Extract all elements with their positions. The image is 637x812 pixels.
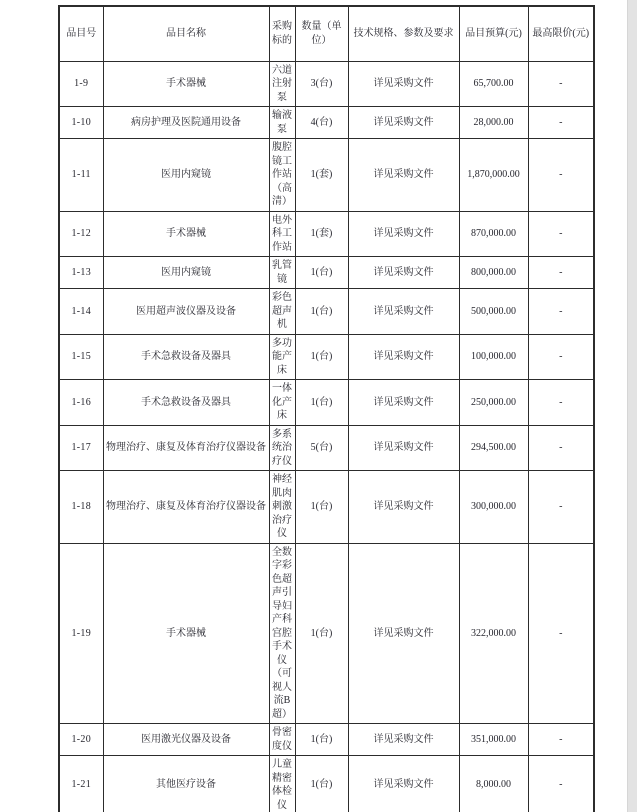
cell-procurement-target: 乳管镜 <box>269 257 295 289</box>
cell-max-price: - <box>528 756 594 812</box>
procurement-items-table <box>58 5 595 812</box>
cell-procurement-target: 多功能产床 <box>269 334 295 380</box>
cell-spec: 详见采购文件 <box>348 724 459 756</box>
cell-quantity: 1(台) <box>295 257 348 289</box>
cell-max-price: - <box>528 211 594 257</box>
cell-item-name: 医用超声波仪器及设备 <box>103 289 269 335</box>
cell-quantity: 1(套) <box>295 139 348 212</box>
cell-procurement-target: 电外科工作站 <box>269 211 295 257</box>
cell-spec: 详见采购文件 <box>348 334 459 380</box>
page-edge-strip <box>627 0 637 812</box>
cell-item-name: 手术器械 <box>103 211 269 257</box>
cell-spec: 详见采购文件 <box>348 425 459 471</box>
cell-budget: 28,000.00 <box>459 107 528 139</box>
cell-budget: 870,000.00 <box>459 211 528 257</box>
table-row <box>59 107 594 139</box>
column-header-item-name: 品目名称 <box>103 6 269 61</box>
cell-item-no: 1-15 <box>59 334 103 380</box>
cell-quantity: 3(台) <box>295 61 348 107</box>
table-row <box>59 543 594 724</box>
cell-item-name: 手术器械 <box>103 543 269 724</box>
cell-item-name: 病房护理及医院通用设备 <box>103 107 269 139</box>
column-header-procurement-target: 采购标的 <box>269 6 295 61</box>
cell-max-price: - <box>528 334 594 380</box>
cell-max-price: - <box>528 289 594 335</box>
table-header <box>59 6 594 61</box>
cell-max-price: - <box>528 257 594 289</box>
cell-budget: 322,000.00 <box>459 543 528 724</box>
column-header-item-no: 品目号 <box>59 6 103 61</box>
cell-max-price: - <box>528 107 594 139</box>
column-header-budget: 品目预算(元) <box>459 6 528 61</box>
cell-budget: 1,870,000.00 <box>459 139 528 212</box>
cell-quantity: 1(台) <box>295 756 348 812</box>
cell-item-name: 手术器械 <box>103 61 269 107</box>
cell-spec: 详见采购文件 <box>348 61 459 107</box>
column-header-spec: 技术规格、参数及要求 <box>348 6 459 61</box>
cell-budget: 8,000.00 <box>459 756 528 812</box>
cell-item-no: 1-21 <box>59 756 103 812</box>
column-header-max-price: 最高限价(元) <box>528 6 594 61</box>
column-header-quantity: 数量（单位） <box>295 6 348 61</box>
cell-budget: 800,000.00 <box>459 257 528 289</box>
cell-procurement-target: 全数字彩色超声引导妇产科宫腔手术仪（可视人流B超） <box>269 543 295 724</box>
cell-spec: 详见采购文件 <box>348 139 459 212</box>
cell-quantity: 1(台) <box>295 471 348 544</box>
cell-procurement-target: 腹腔镜工作站（高清） <box>269 139 295 212</box>
table-row <box>59 61 594 107</box>
cell-procurement-target: 一体化产床 <box>269 380 295 426</box>
cell-item-name: 医用内窥镜 <box>103 139 269 212</box>
cell-max-price: - <box>528 380 594 426</box>
cell-budget: 351,000.00 <box>459 724 528 756</box>
cell-item-no: 1-19 <box>59 543 103 724</box>
cell-spec: 详见采购文件 <box>348 543 459 724</box>
cell-max-price: - <box>528 425 594 471</box>
header-row <box>59 6 594 61</box>
cell-budget: 65,700.00 <box>459 61 528 107</box>
cell-spec: 详见采购文件 <box>348 289 459 335</box>
cell-item-no: 1-18 <box>59 471 103 544</box>
cell-item-name: 医用激光仪器及设备 <box>103 724 269 756</box>
cell-item-no: 1-13 <box>59 257 103 289</box>
cell-procurement-target: 神经肌肉刺激治疗仪 <box>269 471 295 544</box>
cell-item-name: 手术急救设备及器具 <box>103 380 269 426</box>
cell-item-no: 1-12 <box>59 211 103 257</box>
cell-budget: 500,000.00 <box>459 289 528 335</box>
cell-max-price: - <box>528 543 594 724</box>
table-body <box>59 61 594 812</box>
cell-budget: 250,000.00 <box>459 380 528 426</box>
cell-procurement-target: 输液泵 <box>269 107 295 139</box>
cell-item-no: 1-14 <box>59 289 103 335</box>
table-row <box>59 211 594 257</box>
cell-spec: 详见采购文件 <box>348 211 459 257</box>
cell-max-price: - <box>528 471 594 544</box>
cell-quantity: 1(台) <box>295 380 348 426</box>
cell-item-no: 1-20 <box>59 724 103 756</box>
cell-item-no: 1-17 <box>59 425 103 471</box>
cell-spec: 详见采购文件 <box>348 471 459 544</box>
table-row <box>59 471 594 544</box>
table-row <box>59 425 594 471</box>
cell-item-name: 医用内窥镜 <box>103 257 269 289</box>
table-row <box>59 334 594 380</box>
cell-item-no: 1-11 <box>59 139 103 212</box>
table-row <box>59 380 594 426</box>
cell-quantity: 1(台) <box>295 289 348 335</box>
cell-procurement-target: 儿童精密体检仪 <box>269 756 295 812</box>
cell-quantity: 5(台) <box>295 425 348 471</box>
cell-procurement-target: 骨密度仪 <box>269 724 295 756</box>
cell-spec: 详见采购文件 <box>348 257 459 289</box>
table-row <box>59 257 594 289</box>
cell-quantity: 1(台) <box>295 724 348 756</box>
table-row <box>59 289 594 335</box>
cell-quantity: 1(台) <box>295 334 348 380</box>
cell-item-no: 1-9 <box>59 61 103 107</box>
cell-item-no: 1-16 <box>59 380 103 426</box>
cell-item-name: 手术急救设备及器具 <box>103 334 269 380</box>
cell-procurement-target: 彩色超声机 <box>269 289 295 335</box>
cell-spec: 详见采购文件 <box>348 107 459 139</box>
cell-procurement-target: 六道注射泵 <box>269 61 295 107</box>
table-row <box>59 139 594 212</box>
cell-budget: 300,000.00 <box>459 471 528 544</box>
cell-spec: 详见采购文件 <box>348 756 459 812</box>
cell-quantity: 4(台) <box>295 107 348 139</box>
table-row <box>59 724 594 756</box>
cell-budget: 100,000.00 <box>459 334 528 380</box>
cell-quantity: 1(套) <box>295 211 348 257</box>
cell-spec: 详见采购文件 <box>348 380 459 426</box>
cell-item-name: 物理治疗、康复及体育治疗仪器设备 <box>103 425 269 471</box>
cell-max-price: - <box>528 139 594 212</box>
cell-item-no: 1-10 <box>59 107 103 139</box>
cell-procurement-target: 多系统治疗仪 <box>269 425 295 471</box>
table-row <box>59 756 594 812</box>
cell-quantity: 1(台) <box>295 543 348 724</box>
cell-max-price: - <box>528 724 594 756</box>
cell-item-name: 物理治疗、康复及体育治疗仪器设备 <box>103 471 269 544</box>
cell-budget: 294,500.00 <box>459 425 528 471</box>
cell-item-name: 其他医疗设备 <box>103 756 269 812</box>
cell-max-price: - <box>528 61 594 107</box>
